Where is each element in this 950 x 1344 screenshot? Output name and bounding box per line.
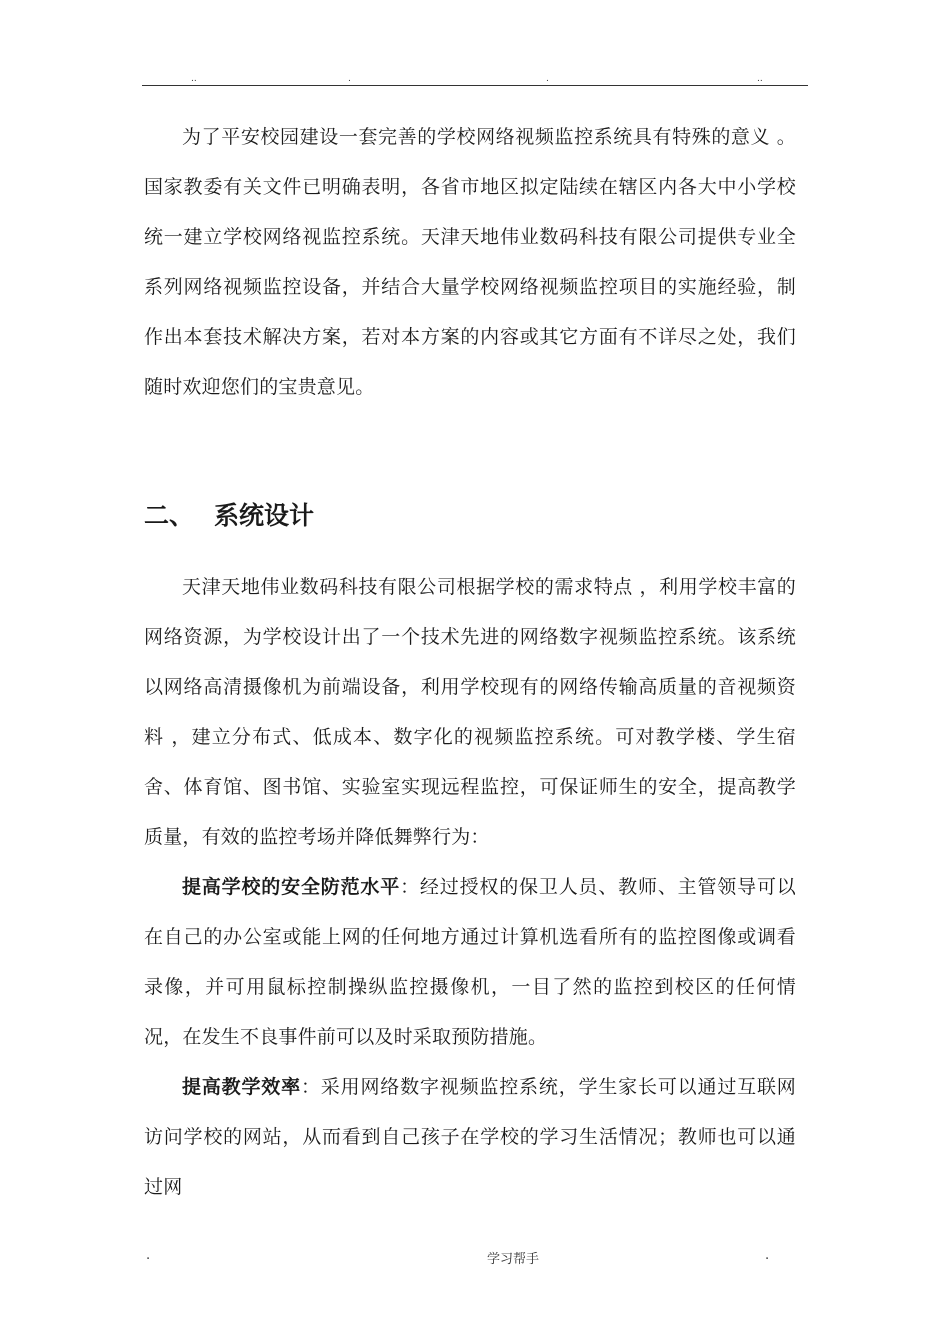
header-mark-4: .. [757, 74, 763, 84]
page-footer [0, 1248, 950, 1268]
safety-lead: 提高学校的安全防范水平 [182, 876, 401, 898]
header-mark-1: .. [191, 74, 197, 84]
header-mark-3: . [546, 74, 549, 84]
efficiency-lead: 提高教学效率 [182, 1076, 301, 1098]
document-body [144, 112, 796, 1212]
section-number: 二、 [144, 501, 195, 530]
section-title: 系统设计 [214, 501, 315, 530]
section-heading [144, 496, 796, 536]
safety-paragraph [144, 862, 796, 1062]
intro-paragraph: 为了平安校园建设一套完善的学校网络视频监控系统具有特殊的意义 。国家教委有关文件已明确表明，各省市地区拟定陆续在辖区内各大中小学校统一建立学校网络视监控系统。天津天地伟业数码科技有限公司提供专业全系列网络视频监控设备，并结合大量学校网络视频监控项目的实施经验，制作出本套技术解决方案，若对本方案的内容或其它方面有不详尽之处，我们随时欢迎您们的宝贵意见。 [144, 126, 796, 398]
footer-right-mark: . [765, 1248, 770, 1263]
header-marks [0, 74, 950, 84]
efficiency-paragraph [144, 1062, 796, 1212]
footer-center-text: 学习帮手 [487, 1252, 540, 1267]
safety-text: ：经过授权的保卫人员、教师、主管领导可以在自己的办公室或能上网的任何地方通过计算机选看所有的监控图像或调看录像，并可用鼠标控制操纵监控摄像机，一目了然的监控到校区的任何情况，在发生不良事件前可以及时采取预防措施。 [144, 876, 796, 1048]
header-mark-2: . [348, 74, 351, 84]
design-paragraph: 天津天地伟业数码科技有限公司根据学校的需求特点 ，利用学校丰富的网络资源，为学校设计出了一个技术先进的网络数字视频监控系统。该系统以网络高清摄像机为前端设备，利用学校现有的网络传输高质量的音视频资料 ，建立分布式、低成本、数字化的视频监控系统。可对教学楼、学生宿舍、体育馆、图书馆、实验室实现远程监控，可保证师生的安全，提高教学质量，有效的监控考场并降低舞弊行为： [144, 576, 796, 848]
header-rule [142, 85, 808, 86]
efficiency-text: ：采用网络数字视频监控系统，学生家长可以通过互联网访问学校的网站，从而看到自己孩子在学校的学习生活情况；教师也可以通过网 [144, 1076, 796, 1198]
footer-left-mark: . [146, 1248, 151, 1263]
